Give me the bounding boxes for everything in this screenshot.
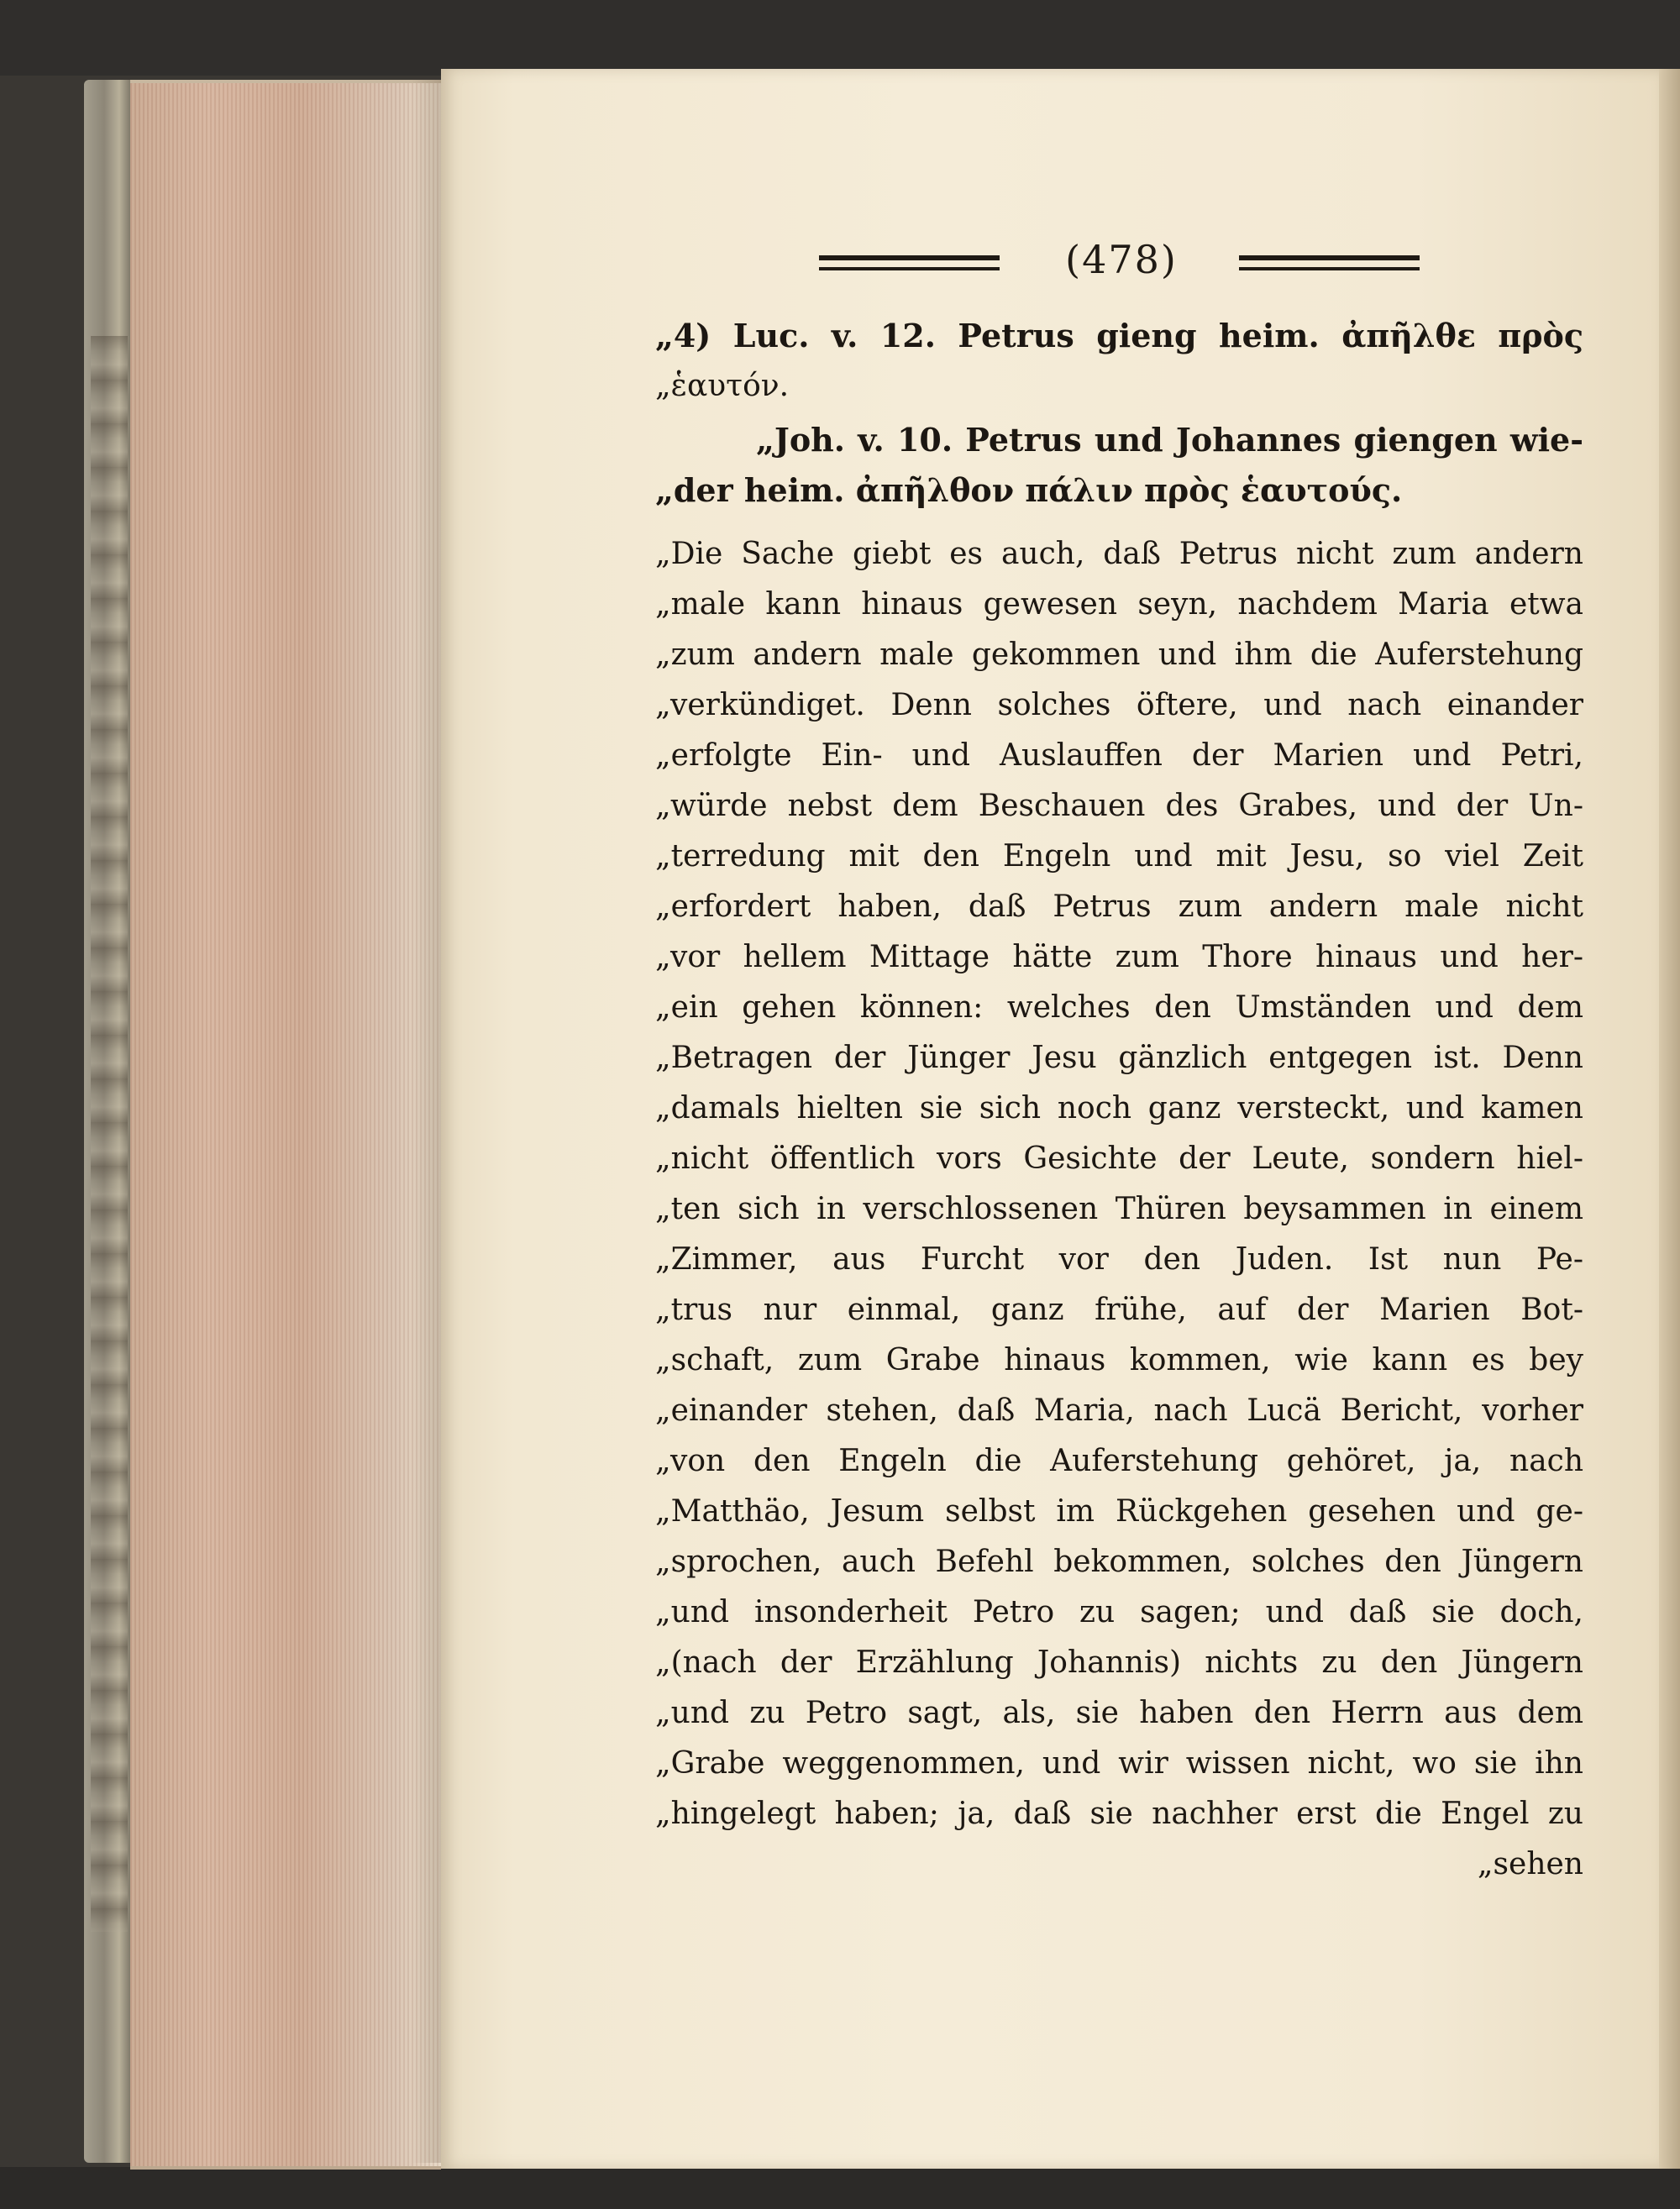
background-bottom (0, 2167, 1680, 2209)
page-text (655, 311, 1583, 1890)
page-number: (478) (1065, 237, 1178, 282)
passage-line: „der heim. ἀπῆλθον πάλιν πρὸς ἑαυτούς. (655, 471, 1403, 509)
background-top (0, 0, 1680, 76)
body-line: „male kann hinaus gewesen seyn, nachdem Maria etwa (655, 587, 1583, 622)
body-line: „sprochen, auch Befehl bekommen, solches den Jüngern (655, 1545, 1583, 1579)
body-line: „und zu Petro sagt, als, sie haben den Herrn aus dem (655, 1696, 1583, 1730)
passage-line: „Joh. v. 10. Petrus und Johannes giengen wie- (756, 421, 1583, 459)
gutter-shadow (412, 80, 445, 2163)
body-line: „und insonderheit Petro zu sagen; und daß sie doch, (655, 1595, 1583, 1629)
passage-line: „4) Luc. v. 12. Petrus gieng heim. ἀπῆλθε πρὸς (655, 317, 1583, 354)
header-rule-right (1239, 255, 1420, 270)
body-line: „terredung mit den Engeln und mit Jesu, so viel Zeit (655, 839, 1583, 874)
body-line: „erfordert haben, daß Petrus zum andern male nicht (655, 889, 1583, 924)
body-line: „trus nur einmal, ganz frühe, auf der Marien Bot- (655, 1293, 1583, 1327)
page-right-edge (1659, 69, 1680, 2169)
body-line: „nicht öffentlich vors Gesichte der Leute, sondern hiel- (655, 1141, 1583, 1176)
body-line: „würde nebst dem Beschauen des Grabes, und der Un- (655, 789, 1583, 823)
body-line: „erfolgte Ein- und Auslauffen der Marien und Petri, (655, 738, 1583, 773)
page-block-edges (130, 80, 441, 2170)
body-line: „ein gehen können: welches den Umständen und dem (655, 990, 1583, 1025)
catchword: „sehen (1477, 1847, 1583, 1881)
body-line: „hingelegt haben; ja, daß sie nachher erst die Engel zu (655, 1797, 1583, 1831)
body-line: „verkündiget. Denn solches öftere, und nach einander (655, 688, 1583, 722)
body-line: „Betragen der Jünger Jesu gänzlich entgegen ist. Denn (655, 1041, 1583, 1075)
body-line: „(nach der Erzählung Johannis) nichts zu den Jüngern (655, 1645, 1583, 1680)
passage-line: „ἑαυτόν. (655, 369, 790, 403)
body-line: „Grabe weggenommen, und wir wissen nicht, wo sie ihn (655, 1746, 1583, 1781)
body-line: „Zimmer, aus Furcht vor den Juden. Ist nun Pe- (655, 1242, 1583, 1277)
header-rule-left (819, 255, 1000, 270)
page-header (819, 237, 1424, 286)
body-line: „schaft, zum Grabe hinaus kommen, wie kann es bey (655, 1343, 1583, 1377)
body-line: „Matthäo, Jesum selbst im Rückgehen gesehen und ge- (655, 1494, 1583, 1529)
body-line: „einander stehen, daß Maria, nach Lucä Bericht, vorher (655, 1393, 1583, 1428)
body-line: „Die Sache giebt es auch, daß Petrus nicht zum andern (655, 537, 1583, 571)
body-line: „vor hellem Mittage hätte zum Thore hinaus und her- (655, 940, 1583, 974)
cover-texture (91, 336, 128, 1932)
body-line: „ten sich in verschlossenen Thüren beysammen in einem (655, 1192, 1583, 1226)
body-line: „von den Engeln die Auferstehung gehöret, ja, nach (655, 1444, 1583, 1478)
body-line: „zum andern male gekommen und ihm die Auferstehung (655, 638, 1583, 672)
body-line: „damals hielten sie sich noch ganz versteckt, und kamen (655, 1091, 1583, 1125)
